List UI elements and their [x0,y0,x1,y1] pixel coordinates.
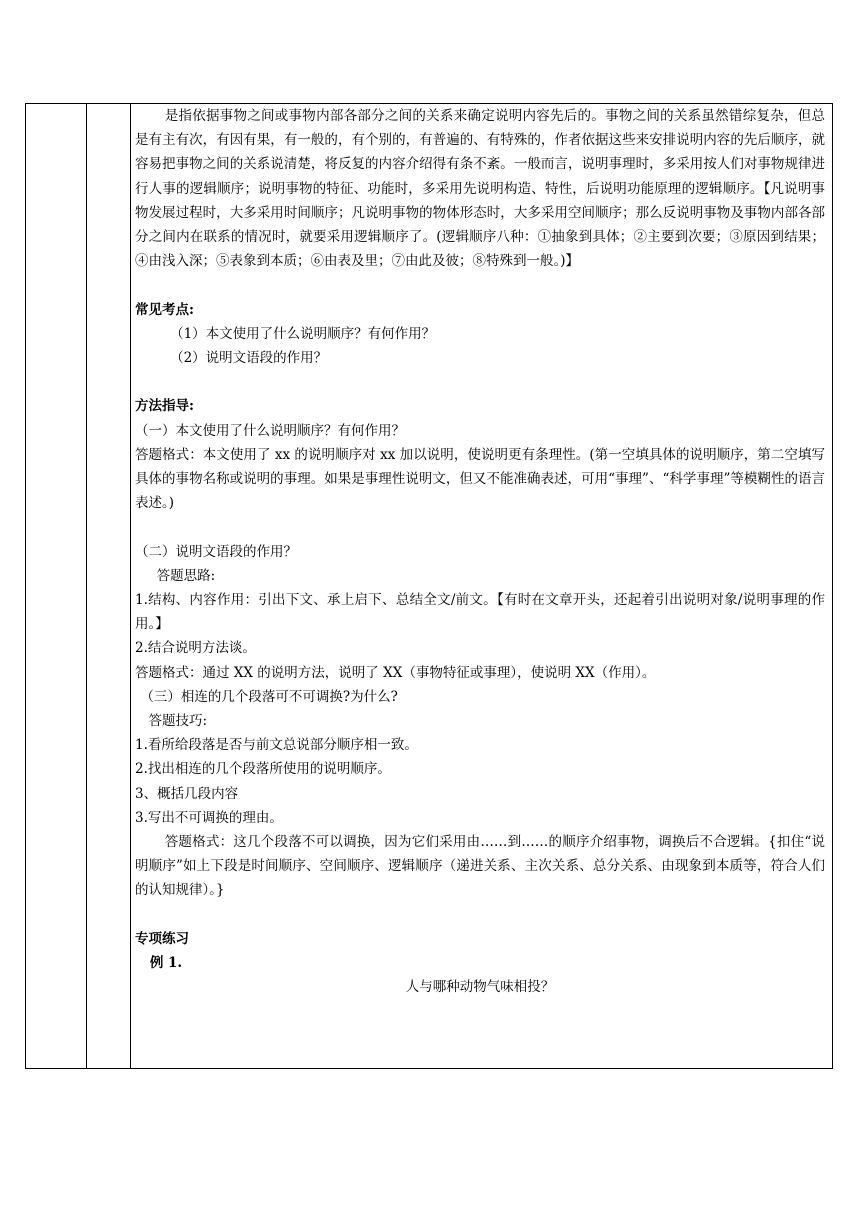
question-2: （二）说明文语段的作用？ [135,543,297,560]
kaodian-item-2: （2）说明文语段的作用？ [170,350,328,367]
question-3-sub: 答题技巧: [148,713,208,730]
question-1: （一）本文使用了什么说明顺序？有何作用？ [135,422,405,439]
question-2-point-1: 1.结构、内容作用：引出下文、承上启下、总结全文/前文。【有时在文章开头，还起着引出说明对象/说明事理的作用。】 [135,592,825,633]
question-3-point-4: 3.写出不可调换的理由。 [135,809,283,826]
question-1-answer: 答题格式：本文使用了 xx 的说明顺序对 xx 加以说明，使说明更有条理性。(第一空填具体的说明顺序，第二空填写具体的事物名称或说明的事理。如果是事理性说明文，但又不能准确表述，可用“事理”、“科学事理”等模糊性的语言表述。) [135,446,825,512]
example-label: 例 1. [149,955,183,972]
section-title-practice: 专项练习 [135,930,189,947]
question-3-point-3: 3、概括几段内容 [135,785,239,802]
content-cell [135,104,825,999]
column-divider [130,104,131,1068]
section-title-fangfa: 方法指导: [135,398,194,415]
column-divider [86,104,87,1068]
article-title: 人与哪种动物气味相投？ [405,979,555,996]
question-3-format: 答题格式：这几个段落不可以调换，因为它们采用由……到……的顺序介绍事物，调换后不合逻辑。{扣住“说明顺序”如上下段是时间顺序、空间顺序、逻辑顺序（递进关系、主次关系、总分关系、由现象到本质等，符合人们的认知规律）。} [135,834,825,899]
paragraph-logic-order: 是指依据事物之间或事物内部各部分之间的关系来确定说明内容先后的。事物之间的关系虽然错综复杂，但总是有主有次，有因有果，有一般的，有个别的，有普遍的、有特殊的，作者依据这些来安排说明内容的先后顺序，就容易把事物之间的关系说清楚，将反复的内容介绍得有条不紊。一般而言，说明事理时，多采用按人们对事物规律进行人事的逻辑顺序；说明事物的特征、功能时，多采用先说明构造、特性，后说明功能原理的逻辑顺序。【凡说明事物发展过程时，大多采用时间顺序；凡说明事物的物体形态时，大多采用空间顺序；那么反说明事物及事物内部各部分之间内在联系的情况时，就要采用逻辑顺序了。(逻辑顺序八种：①抽象到具体；②主要到次要；③原因到结果；④由浅入深；⑤表象到本质；⑥由表及里；⑦由此及彼；⑧特殊到一般。)】 [135,108,825,270]
question-2-sub: 答题思路: [156,567,216,584]
question-3-point-1: 1.看所给段落是否与前文总说部分顺序相一致。 [135,737,418,754]
section-title-kaodian: 常见考点: [135,301,194,318]
question-3-point-2: 2.找出相连的几个段落所使用的说明顺序。 [135,761,391,778]
question-2-format: 答题格式：通过 XX 的说明方法，说明了 XX（事物特征或事理），使说明 XX（作用）。 [135,664,656,681]
question-3: （三）相连的几个段落可不可调换?为什么? [140,688,398,705]
question-2-point-2: 2.结合说明方法谈。 [135,640,256,657]
kaodian-item-1: （1）本文使用了什么说明顺序？有何作用？ [170,325,436,342]
